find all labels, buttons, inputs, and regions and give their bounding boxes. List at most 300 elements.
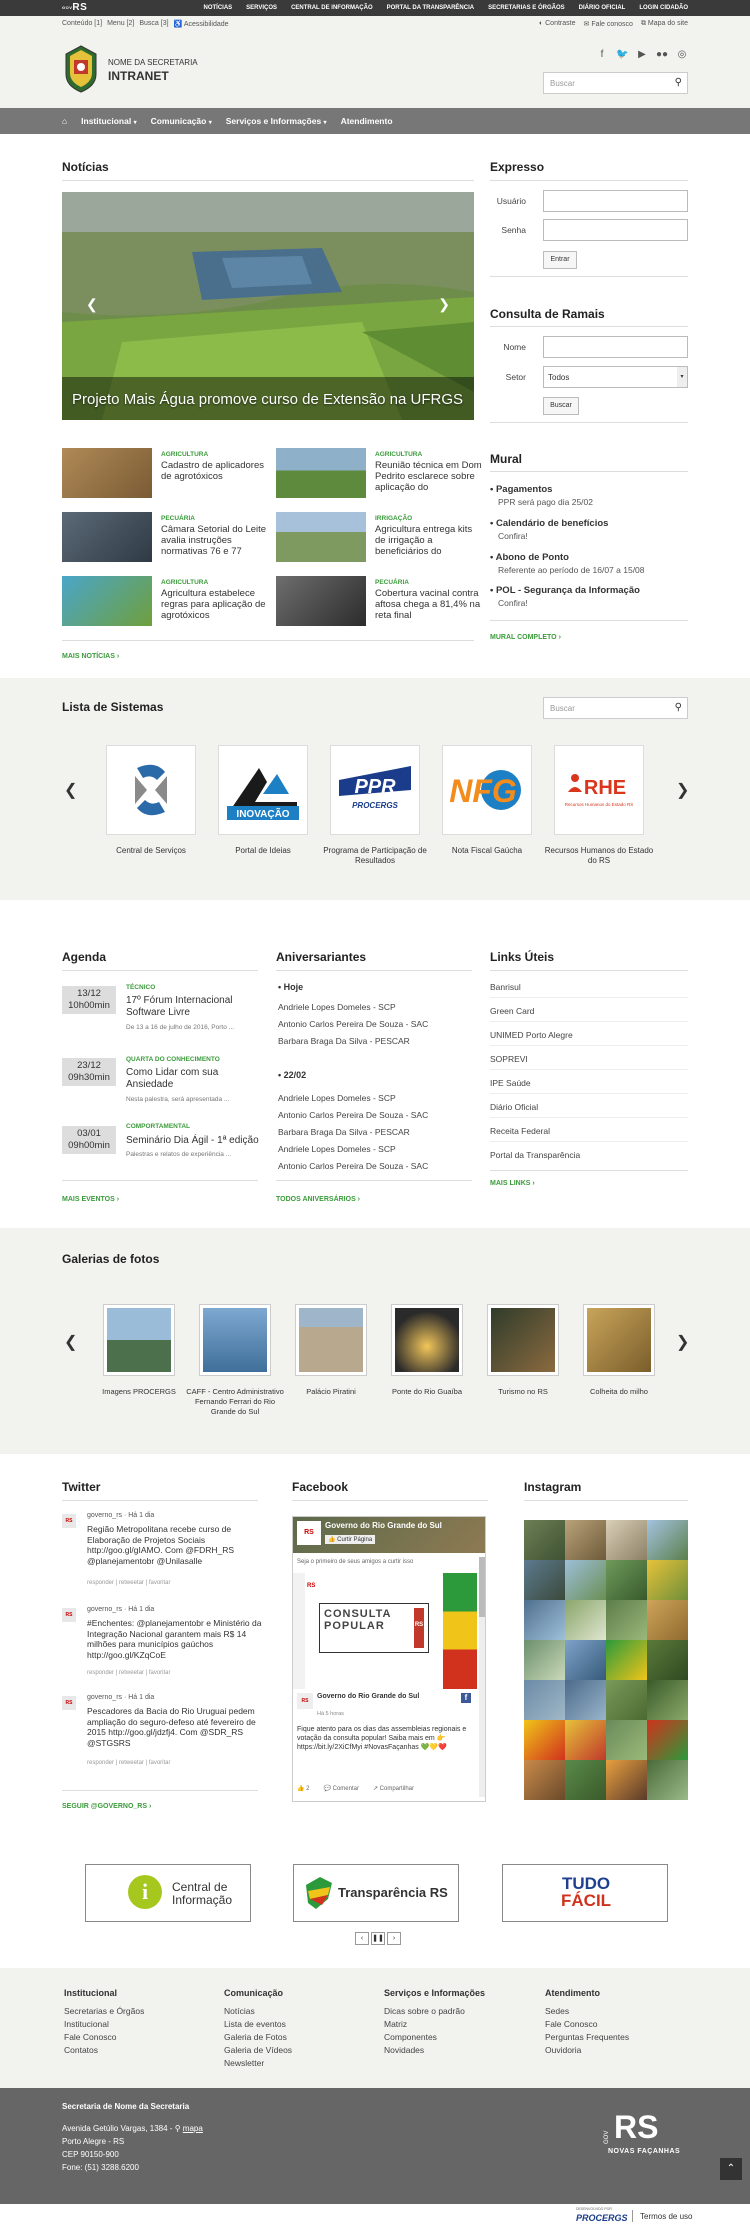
footer-col-title: Institucional	[64, 1988, 118, 1998]
news-category: AGRICULTURA	[375, 451, 423, 458]
footer-address: Avenida Getúlio Vargas, 1384 - ⚲ mapa	[62, 2124, 203, 2133]
instagram-photo[interactable]	[606, 1680, 647, 1720]
central-servicos-icon	[107, 746, 195, 834]
instagram-photo[interactable]	[524, 1640, 565, 1680]
sistemas-search-input[interactable]: Buscar ⚲	[543, 697, 688, 719]
useful-link[interactable]: Green Card	[490, 1006, 535, 1016]
top-link-diario[interactable]: DIÁRIO OFICIAL	[578, 5, 626, 11]
gallery-label[interactable]: Palácio Piratini	[306, 1387, 356, 1396]
fb-page-name[interactable]: Governo do Rio Grande do Sul	[325, 1521, 442, 1530]
chevron-down-icon: ▾	[133, 120, 137, 126]
divider	[276, 970, 472, 971]
event-title[interactable]: 17º Fórum Internacional Software Livre	[126, 995, 233, 1018]
useful-link[interactable]: Portal da Transparência	[490, 1150, 581, 1160]
avatar: RS	[297, 1693, 313, 1709]
like-icon: 👍	[328, 1537, 336, 1543]
news-title[interactable]: Reunião técnica em Dom Pedrito esclarece sobre aplicação do	[375, 460, 482, 493]
tweet-text: Região Metropolitana recebe curso de Elaboração de Projetos Sociais http://goo.gl/gIAMO. Com @FDRH_RS @planejamentobr @Unilasalle	[87, 1524, 235, 1566]
fb-post-author[interactable]: Governo do Rio Grande do Sul	[317, 1693, 420, 1700]
avatar: RS	[62, 1514, 76, 1528]
birthday-name: Barbara Braga Da Silva - PESCAR	[278, 1036, 410, 1046]
fb-post-actions	[297, 1785, 414, 1792]
divider	[62, 640, 474, 641]
expresso-title: Expresso	[490, 160, 545, 174]
instagram-photo[interactable]	[647, 1720, 688, 1760]
news-thumbnail	[276, 576, 366, 626]
divider	[292, 1500, 488, 1501]
divider	[490, 326, 688, 327]
news-thumbnail	[62, 512, 152, 562]
divider	[490, 1117, 688, 1118]
banner-prev-button[interactable]: ‹	[355, 1932, 369, 1945]
aniversariantes-title: Aniversariantes	[276, 950, 367, 964]
divider	[490, 1141, 688, 1142]
top-link-transparencia[interactable]: PORTAL DA TRANSPARÊNCIA	[386, 5, 475, 11]
name-label: Nome	[503, 342, 526, 352]
instagram-photo[interactable]	[606, 1600, 647, 1640]
share-button[interactable]: ↗ Compartilhar	[372, 1786, 415, 1792]
news-thumbnail	[62, 576, 152, 626]
footer-col-title: Serviços e Informações	[384, 1988, 486, 1998]
news-title[interactable]: Agricultura estabelece regras para aplicação de agrotóxicos	[161, 588, 266, 621]
central-informacao-banner[interactable]	[85, 1864, 251, 1922]
news-item[interactable]	[276, 576, 481, 626]
skip-content-link[interactable]: Conteúdo [1]	[62, 20, 103, 27]
top-link-login[interactable]: LOGIN CIDADÃO	[639, 5, 688, 11]
info-icon: i	[128, 1875, 162, 1909]
credits-bar	[0, 2204, 750, 2227]
divider	[490, 1069, 688, 1070]
map-pin-icon: ⚲	[174, 2124, 181, 2133]
mural-more-link[interactable]: MURAL COMPLETO ›	[490, 634, 561, 641]
news-item[interactable]	[62, 512, 267, 562]
accessibility-link[interactable]: ♿ Acessibilidade	[173, 21, 229, 28]
footer-org-name: Secretaria de Nome da Secretaria	[62, 2102, 190, 2111]
search-icon[interactable]: ⚲	[674, 702, 682, 713]
setor-select[interactable]: Todos ▾	[543, 366, 688, 388]
gallery-label[interactable]: CAFF - Centro Administrativo Fernando Ferrari do Rio Grande do Sul	[186, 1387, 284, 1416]
mural-item-sub: Confira!	[498, 598, 528, 608]
top-bar	[0, 0, 750, 16]
birthday-name: Antonio Carlos Pereira De Souza - SAC	[278, 1019, 429, 1029]
sistema-label[interactable]: Nota Fiscal Gaúcha	[451, 846, 523, 855]
header-tools	[539, 20, 688, 28]
top-link-servicos[interactable]: SERVIÇOS	[246, 5, 278, 11]
footer-links	[0, 1968, 750, 2088]
more-links-link[interactable]: MAIS LINKS ›	[490, 1180, 535, 1187]
dev-label: DESENVOLVIDO POR	[576, 2207, 612, 2211]
instagram-photo[interactable]	[565, 1520, 606, 1560]
gallery-label[interactable]: Imagens PROCERGS	[102, 1387, 176, 1396]
news-title[interactable]: Cobertura vacinal contra aftosa chega a 81,4% na reta final	[375, 588, 481, 621]
banner-pause-button[interactable]: ❚❚	[371, 1932, 385, 1945]
divider	[490, 970, 688, 971]
divider	[276, 1180, 472, 1181]
skip-search-link[interactable]: Busca [3]	[139, 20, 169, 27]
tweet-user[interactable]: governo_rs · Há 1 dia	[87, 1606, 155, 1613]
nav-servicos[interactable]: Serviços e Informações ▾	[225, 116, 327, 126]
procergs-logo[interactable]: PROCERGS	[576, 2213, 628, 2223]
useful-link[interactable]: Diário Oficial	[490, 1102, 539, 1112]
event-date: 23/12 09h30min	[62, 1058, 116, 1086]
gallery-label[interactable]: Turismo no RS	[498, 1387, 548, 1396]
instagram-photo[interactable]	[565, 1760, 606, 1800]
news-category: PECUÁRIA	[375, 579, 409, 586]
sistema-ppr-logo[interactable]	[330, 745, 420, 835]
footer-col-title: Comunicação	[224, 1988, 284, 1998]
event-category: TÉCNICO	[126, 984, 156, 991]
footer-link[interactable]: Fale Conosco	[64, 2032, 117, 2042]
useful-link[interactable]: UNIMED Porto Alegre	[490, 1030, 573, 1040]
divider	[632, 2210, 633, 2222]
tweet-actions[interactable]: responder | retweetar | favoritar	[87, 1580, 171, 1586]
search-icon[interactable]: ⚲	[674, 77, 682, 88]
instagram-photo[interactable]	[606, 1720, 647, 1760]
gov-rs-footer-logo: GOV RS NOVAS FAÇANHAS	[604, 2109, 681, 2155]
news-title[interactable]: Cadastro de aplicadores de agrotóxicos	[161, 460, 264, 482]
password-label: Senha	[501, 225, 526, 235]
bottom-footer	[0, 2088, 750, 2227]
divider	[490, 471, 688, 472]
chevron-right-icon[interactable]: ❯	[438, 296, 450, 312]
tweet-text: Pescadores da Bacia do Rio Uruguai pedem ampliação do seguro-defeso até fevereiro de 2015 http://goo.gl/jdzfj4. Com @SDR_RS @STGSRS	[87, 1706, 256, 1748]
gallery-thumbnail[interactable]	[295, 1304, 367, 1376]
mural-item-title[interactable]: • Abono de Ponto	[490, 552, 569, 563]
footer-link[interactable]: Lista de eventos	[224, 2019, 286, 2029]
instagram-photo[interactable]	[647, 1680, 688, 1720]
banner-next-button[interactable]: ›	[387, 1932, 401, 1945]
instagram-photo[interactable]	[524, 1680, 565, 1720]
footer-link[interactable]: Galeria de Vídeos	[224, 2045, 293, 2055]
terms-link[interactable]: Termos de uso	[640, 2212, 693, 2221]
twitter-icon[interactable]: 🐦	[616, 49, 629, 60]
secretaria-name: NOME DA SECRETARIA	[108, 58, 198, 67]
footer-col-title: Atendimento	[545, 1988, 600, 1998]
comment-button[interactable]: 💬 Comentar	[323, 1786, 359, 1792]
top-link-central[interactable]: CENTRAL DE INFORMAÇÃO	[291, 5, 373, 11]
sistemas-title: Lista de Sistemas	[62, 700, 164, 714]
social-links	[596, 49, 688, 60]
sitemap-icon: ⧉	[640, 20, 646, 27]
instagram-photo[interactable]	[606, 1640, 647, 1680]
tweet-user[interactable]: governo_rs · Há 1 dia	[87, 1694, 155, 1701]
sistema-label[interactable]: Portal de Ideias	[235, 846, 291, 855]
chevron-left-icon[interactable]: ❮	[64, 782, 78, 799]
svg-text:PROCERGS: PROCERGS	[352, 801, 398, 810]
news-category: AGRICULTURA	[161, 451, 209, 458]
footer-link[interactable]: Galeria de Fotos	[224, 2032, 287, 2042]
mural-item-sub: Confira!	[498, 531, 528, 541]
more-events-link[interactable]: MAIS EVENTOS ›	[62, 1196, 120, 1203]
consulta-line2: POPULAR	[324, 1620, 385, 1632]
gov-rs-logo[interactable]: GOVRS	[62, 2, 88, 13]
fb-scrollbar[interactable]	[479, 1557, 485, 1797]
main-nav	[0, 108, 750, 134]
birthday-name: Andriele Lopes Domeles - SCP	[278, 1093, 396, 1103]
nav-atendimento[interactable]: Atendimento	[340, 116, 393, 126]
event-desc: Palestras e relatos de experiência ...	[126, 1151, 232, 1158]
event-category: COMPORTAMENTAL	[126, 1123, 191, 1130]
divider	[524, 1500, 688, 1501]
ramais-title: Consulta de Ramais	[490, 307, 605, 321]
links-title: Links Úteis	[490, 950, 555, 964]
nav-institucional[interactable]: Institucional ▾	[81, 116, 137, 126]
divider	[62, 970, 258, 971]
birthday-name: Andriele Lopes Domeles - SCP	[278, 1002, 396, 1012]
slide-caption[interactable]: Projeto Mais Água promove curso de Extensão na UFRGS	[72, 391, 464, 408]
fb-post-image: RS CONSULTA POPULAR RS	[293, 1573, 477, 1689]
instagram-photo[interactable]	[606, 1760, 647, 1800]
contrast-icon: ◐	[538, 20, 544, 27]
gallery-thumbnail[interactable]	[583, 1304, 655, 1376]
divider	[490, 620, 688, 621]
svg-text:PPR: PPR	[354, 776, 396, 798]
birthday-name: Barbara Braga Da Silva - PESCAR	[278, 1127, 410, 1137]
rs-map-icon	[302, 1875, 336, 1913]
instagram-photo[interactable]	[647, 1560, 688, 1600]
gallery-thumbnail[interactable]	[103, 1304, 175, 1376]
contrast-button[interactable]: ◐ Contraste	[538, 20, 576, 27]
news-thumbnail	[276, 512, 366, 562]
tweet-actions[interactable]: responder | retweetar | favoritar	[87, 1760, 171, 1766]
footer-link[interactable]: Secretarias e Órgãos	[64, 2006, 145, 2016]
footer-link[interactable]: Ouvidoria	[545, 2045, 582, 2055]
instagram-photo[interactable]	[524, 1600, 565, 1640]
sistema-rhe-logo[interactable]	[554, 745, 644, 835]
facebook-icon[interactable]: f	[600, 49, 604, 60]
chevron-right-icon[interactable]: ❯	[676, 1334, 690, 1351]
footer-link[interactable]: Fale Conosco	[545, 2019, 598, 2029]
nfg-icon	[443, 746, 531, 834]
top-nav	[203, 0, 688, 16]
instagram-photo[interactable]	[647, 1520, 688, 1560]
svg-text:NFG: NFG	[449, 773, 517, 809]
news-item[interactable]	[62, 576, 267, 626]
home-icon[interactable]: ⌂	[62, 116, 68, 126]
fb-page-avatar: RS	[297, 1521, 321, 1545]
divider	[490, 1093, 688, 1094]
instagram-photo[interactable]	[565, 1560, 606, 1600]
skip-menu-link[interactable]: Menu [2]	[107, 20, 135, 27]
instagram-photo[interactable]	[524, 1720, 565, 1760]
divider	[490, 1021, 688, 1022]
mural-item-title[interactable]: • Calendário de benefícios	[490, 518, 609, 529]
login-button[interactable]: Entrar	[543, 251, 577, 269]
contact-link[interactable]: ✉ Fale conosco	[583, 21, 633, 28]
instagram-photo[interactable]	[524, 1520, 565, 1560]
gallery-label[interactable]: Colheita do milho	[590, 1387, 648, 1396]
twitter-title: Twitter	[62, 1480, 101, 1494]
useful-link[interactable]: Receita Federal	[490, 1126, 551, 1136]
nav-comunicacao[interactable]: Comunicação ▾	[150, 116, 212, 126]
footer-link[interactable]: Componentes	[384, 2032, 437, 2042]
instagram-grid	[524, 1520, 688, 1800]
sistema-label[interactable]: Programa de Participação de Resultados	[323, 846, 427, 865]
birthday-group-label: • Hoje	[278, 982, 304, 992]
facebook-icon: f	[461, 1693, 471, 1703]
news-title[interactable]: Agricultura entrega kits de irrigação a beneficiários do	[375, 524, 473, 557]
facebook-title: Facebook	[292, 1480, 349, 1494]
instagram-photo[interactable]	[647, 1600, 688, 1640]
divider	[62, 1180, 258, 1181]
footer-link[interactable]: Newsletter	[224, 2058, 265, 2068]
event-desc: De 13 a 16 de julho de 2016, Porto ...	[126, 1024, 235, 1031]
divider	[490, 997, 688, 998]
search-ramal-button[interactable]: Buscar	[543, 397, 579, 415]
instagram-title: Instagram	[524, 1480, 582, 1494]
accessibility-bar	[62, 20, 229, 28]
facebook-widget[interactable]	[292, 1516, 486, 1802]
divider	[62, 1790, 258, 1791]
instagram-photo[interactable]	[647, 1760, 688, 1800]
tweet-user[interactable]: governo_rs · Há 1 dia	[87, 1512, 155, 1519]
footer-city: Porto Alegre - RS	[62, 2137, 125, 2146]
chevron-left-icon[interactable]: ❮	[86, 296, 98, 312]
birthday-name: Antonio Carlos Pereira De Souza - SAC	[278, 1110, 429, 1120]
useful-link[interactable]: SOPREVI	[490, 1054, 528, 1064]
more-news-link[interactable]: MAIS NOTÍCIAS ›	[62, 653, 120, 660]
news-item[interactable]	[276, 448, 481, 498]
mural-item-title[interactable]: • Pagamentos	[490, 484, 553, 495]
state-crest-logo[interactable]	[62, 44, 100, 94]
transparencia-banner[interactable]	[293, 1864, 459, 1922]
instagram-photo[interactable]	[524, 1760, 565, 1800]
news-slider[interactable]	[62, 192, 474, 420]
news-item[interactable]	[276, 512, 481, 562]
news-thumbnail	[62, 448, 152, 498]
transparencia-label: Transparência RS	[338, 1885, 448, 1900]
birthday-name: Andriele Lopes Domeles - SCP	[278, 1144, 396, 1154]
sistema-central-servicos-logo[interactable]	[106, 745, 196, 835]
news-category: IRRIGAÇÃO	[375, 515, 413, 522]
divider	[490, 422, 688, 423]
rhe-icon	[555, 746, 643, 834]
event-desc: Nesta palestra, será apresentada ...	[126, 1096, 230, 1103]
divider	[490, 1045, 688, 1046]
event-date: 13/12 10h00min	[62, 986, 116, 1014]
news-category: AGRICULTURA	[161, 579, 209, 586]
news-thumbnail	[276, 448, 366, 498]
news-item[interactable]	[62, 448, 267, 498]
gallery-thumbnail[interactable]	[487, 1304, 559, 1376]
footer-link[interactable]: Dicas sobre o padrão	[384, 2006, 465, 2016]
site-header	[0, 16, 750, 108]
chevron-left-icon[interactable]: ❮	[64, 1334, 78, 1351]
central-informacao-label: Central de Informação	[172, 1880, 233, 1907]
reactions-count[interactable]: 👍 2	[297, 1786, 310, 1792]
footer-phone: Fone: (51) 3288.6200	[62, 2163, 139, 2172]
event-title[interactable]: Como Lidar com sua Ansiedade	[126, 1067, 219, 1090]
instagram-photo[interactable]	[647, 1640, 688, 1680]
gallery-label[interactable]: Ponte do Rio Guaíba	[391, 1387, 463, 1396]
follow-twitter-link[interactable]: SEGUIR @GOVERNO_RS ›	[62, 1803, 152, 1810]
inovacao-icon	[219, 746, 307, 834]
tudo-facil-label: TUDO FÁCIL	[561, 1874, 612, 1910]
useful-link[interactable]: Banrisul	[490, 982, 521, 992]
mural-item-title[interactable]: • POL - Segurança da Informação	[490, 585, 640, 596]
gallery-thumbnail[interactable]	[391, 1304, 463, 1376]
instagram-photo[interactable]	[565, 1680, 606, 1720]
mural-item-sub: Referente ao período de 16/07 a 15/08	[498, 565, 645, 575]
instagram-photo[interactable]	[565, 1640, 606, 1680]
fb-friends-text: Seja o primeiro de seus amigos a curtir isso	[297, 1559, 414, 1565]
footer-link[interactable]: Sedes	[545, 2006, 570, 2016]
instagram-photo[interactable]	[606, 1560, 647, 1600]
avatar: RS	[62, 1608, 76, 1622]
site-title[interactable]: INTRANET	[108, 69, 169, 83]
divider	[62, 1500, 258, 1501]
all-birthdays-link[interactable]: TODOS ANIVERSÁRIOS ›	[276, 1196, 361, 1203]
user-label: Usuário	[496, 196, 526, 206]
mail-icon: ✉	[583, 21, 590, 28]
instagram-photo[interactable]	[565, 1720, 606, 1760]
instagram-photo[interactable]	[606, 1520, 647, 1560]
back-to-top-button[interactable]: ⌃	[720, 2158, 742, 2180]
footer-link[interactable]: Novidades	[384, 2045, 425, 2055]
fb-post-time: Há 5 horas	[317, 1711, 344, 1717]
ppr-icon	[331, 746, 419, 834]
footer-link[interactable]: Contatos	[64, 2045, 99, 2055]
fb-like-button[interactable]: 👍 Curtir Página	[325, 1535, 375, 1544]
birthday-name: Antonio Carlos Pereira De Souza - SAC	[278, 1161, 429, 1171]
footer-cep: CEP 90150-900	[62, 2150, 119, 2159]
sistema-label[interactable]: Central de Serviços	[116, 846, 186, 855]
user-input[interactable]	[543, 190, 688, 212]
accessibility-icon: ♿	[173, 21, 183, 28]
youtube-icon[interactable]: ▶	[638, 49, 646, 60]
instagram-photo[interactable]	[565, 1600, 606, 1640]
divider	[490, 276, 688, 277]
tweet-actions[interactable]: responder | retweetar | favoritar	[87, 1670, 171, 1676]
slide-image	[62, 192, 474, 420]
chevron-right-icon[interactable]: ❯	[676, 782, 690, 799]
gallery-thumbnail[interactable]	[199, 1304, 271, 1376]
password-input[interactable]	[543, 219, 688, 241]
footer-link[interactable]: Matriz	[384, 2019, 408, 2029]
map-link[interactable]: mapa	[182, 2124, 203, 2133]
flickr-icon[interactable]: ●●	[656, 49, 669, 60]
instagram-icon[interactable]: ◎	[677, 49, 687, 60]
top-link-secretarias[interactable]: SECRETARIAS E ÓRGÃOS	[488, 5, 565, 11]
sistema-inovacao-logo[interactable]	[218, 745, 308, 835]
chevron-down-icon: ▾	[677, 367, 687, 387]
svg-text:INOVAÇÃO: INOVAÇÃO	[236, 809, 290, 820]
name-input[interactable]	[543, 336, 688, 358]
mural-item-sub: PPR será pago dia 25/02	[498, 497, 593, 507]
event-category: QUARTA DO CONHECIMENTO	[126, 1056, 220, 1063]
tudo-facil-banner[interactable]	[502, 1864, 668, 1922]
event-date: 03/01 09h00min	[62, 1126, 116, 1154]
avatar: RS	[62, 1696, 76, 1710]
svg-text:RHE: RHE	[583, 777, 627, 799]
chevron-down-icon: ▾	[323, 120, 327, 126]
event-title[interactable]: Seminário Dia Ágil - 1ª edição	[126, 1135, 259, 1146]
instagram-photo[interactable]	[524, 1560, 565, 1600]
sistema-nfg-logo[interactable]	[442, 745, 532, 835]
footer-link[interactable]: Perguntas Frequentes	[545, 2032, 630, 2042]
sistema-label[interactable]: Recursos Humanos do Estado do RS	[544, 846, 654, 865]
header-search-input[interactable]: Buscar ⚲	[543, 72, 688, 94]
footer-link[interactable]: Notícias	[224, 2006, 255, 2016]
tweet-text: #Enchentes: @planejamentobr e Ministério da Integração Nacional garantem mais R$ 14 milhões para municípios gaúchos http://goo.gl/KZqCoE	[87, 1618, 262, 1660]
galerias-title: Galerias de fotos	[62, 1252, 160, 1266]
news-title[interactable]: Câmara Setorial do Leite avalia instruções normativas 76 e 77	[161, 524, 267, 557]
useful-link[interactable]: IPE Saúde	[490, 1078, 531, 1088]
footer-link[interactable]: Institucional	[64, 2019, 109, 2029]
divider	[490, 1170, 688, 1171]
top-link-noticias[interactable]: NOTÍCIAS	[203, 5, 233, 11]
sitemap-link[interactable]: ⧉ Mapa do site	[640, 20, 688, 27]
